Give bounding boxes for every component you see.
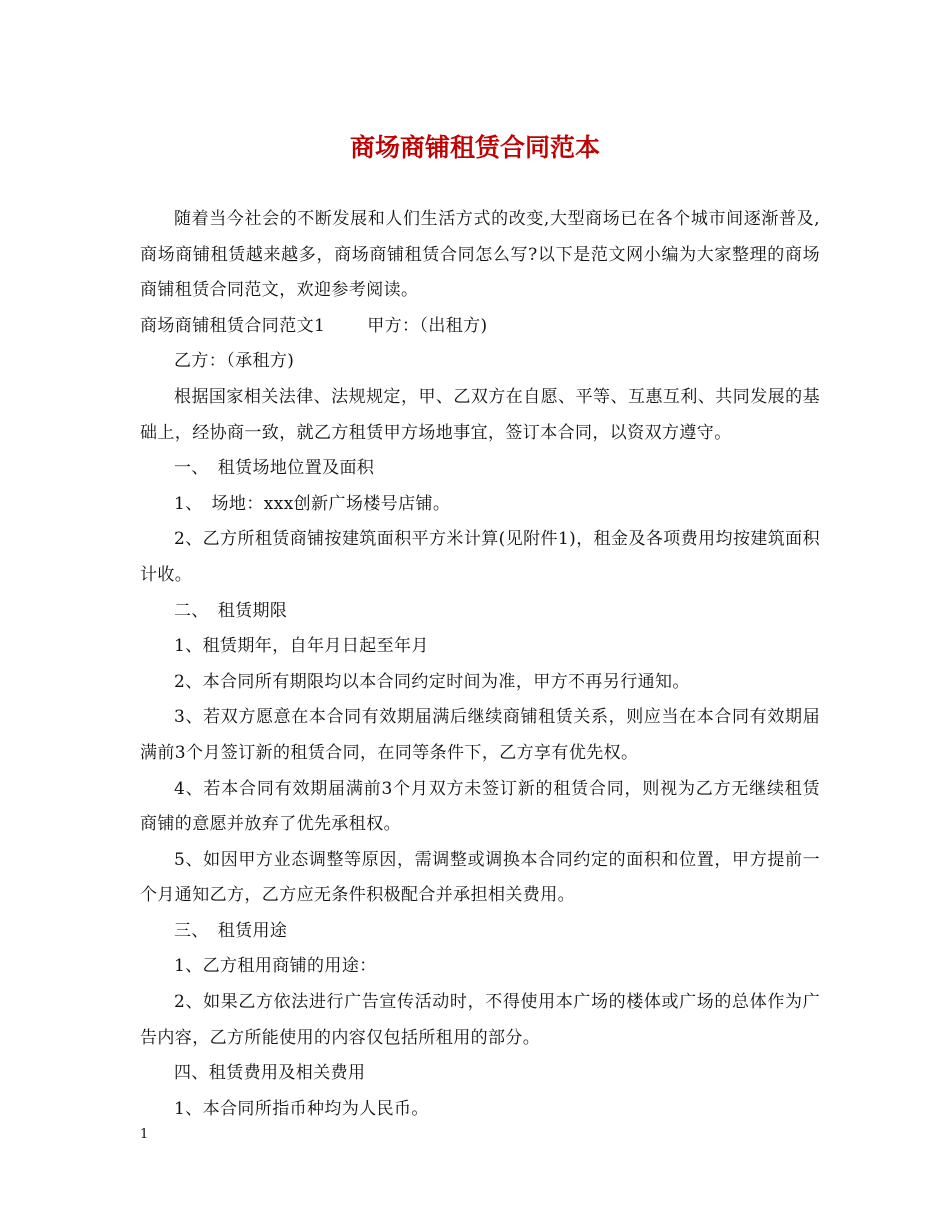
- clause-2-3: 3、若双方愿意在本合同有效期届满后继续商铺租赁关系，则应当在本合同有效期届满前3个月签订新的租赁合同，在同等条件下，乙方享有优先权。: [140, 707, 820, 763]
- clause-1-2: 2、乙方所租赁商铺按建筑面积平方米计算(见附件1)，租金及各项费用均按建筑面积计收。: [140, 529, 820, 585]
- section-heading-1: 一、 租赁场地位置及面积: [174, 458, 375, 479]
- intro-paragraph: 随着当今社会的不断发展和人们生活方式的改变,大型商场已在各个城市间逐渐普及,商场商铺租赁越来越多，商场商铺租赁合同怎么写?以下是范文网小编为大家整理的商场商铺租赁合同范文，欢迎参考阅读。: [140, 209, 820, 301]
- clause-3-2: 2、如果乙方依法进行广告宣传活动时，不得使用本广场的楼体或广场的总体作为广告内容，乙方所能使用的内容仅包括所租用的部分。: [140, 992, 820, 1048]
- section-heading-4: 四、租赁费用及相关费用: [174, 1063, 366, 1084]
- clause-2-2: 2、本合同所有期限均以本合同约定时间为准，甲方不再另行通知。: [174, 671, 690, 692]
- party-b-line: 乙方：（承租方): [174, 351, 295, 372]
- clause-2-4: 4、若本合同有效期届满前3个月双方未签订新的租赁合同，则视为乙方无继续租赁商铺的意愿并放弃了优先承租权。: [140, 778, 820, 835]
- sample-heading: 商场商铺租赁合同范文1: [140, 315, 326, 336]
- clause-4-1: 1、本合同所指币种均为人民币。: [174, 1098, 429, 1119]
- document-title: 商场商铺租赁合同范本: [349, 133, 600, 162]
- clause-2-5: 5、如因甲方业态调整等原因，需调整或调换本合同约定的面积和位置，甲方提前一个月通知乙方，乙方应无条件积极配合并承担相关费用。: [140, 849, 820, 906]
- preamble-paragraph: 根据国家相关法律、法规规定，甲、乙双方在自愿、平等、互惠互利、共同发展的基础上，经协商一致，就乙方租赁甲方场地事宜，签订本合同，以资双方遵守。: [140, 386, 820, 443]
- page-number: 1: [140, 1127, 149, 1142]
- clause-2-1: 1、租赁期年，自年月日起至年月: [174, 636, 429, 657]
- clause-1-1: 1、 场地：xxx创新广场楼号店铺。: [174, 493, 451, 514]
- document-body: [140, 202, 820, 1127]
- section-heading-2: 二、 租赁期限: [174, 600, 288, 621]
- clause-3-1: 1、乙方租用商铺的用途：: [174, 956, 377, 977]
- section-heading-3: 三、 租赁用途: [174, 920, 288, 941]
- sample-heading-line: [140, 309, 820, 345]
- party-a-line: 甲方：（出租方): [367, 315, 488, 336]
